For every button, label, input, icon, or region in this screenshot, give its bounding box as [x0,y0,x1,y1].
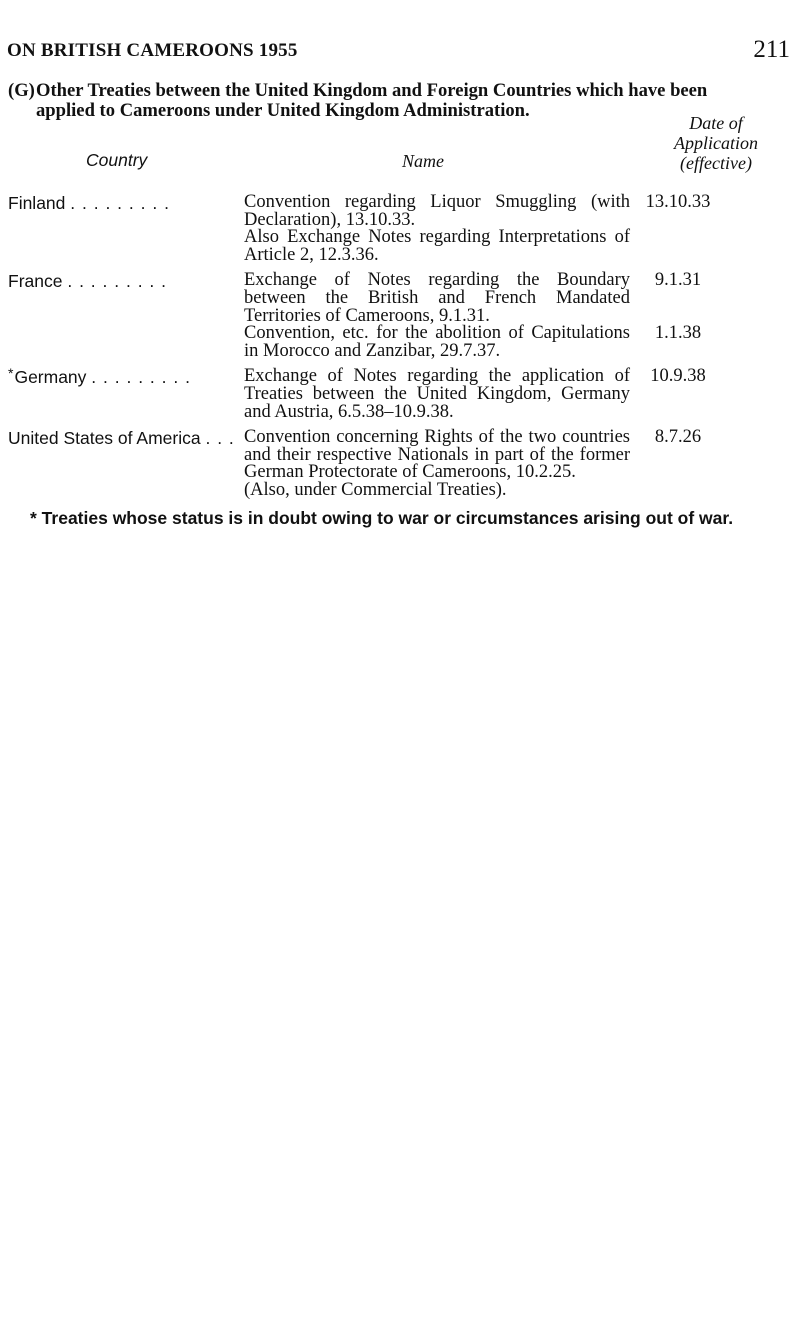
table-row [8,194,788,264]
running-head-title: ON BRITISH CAMEROONS 1955 [7,40,298,61]
treaty-entry [8,194,788,229]
dot-leader: . . . . . . . . . [91,367,191,388]
dot-leader: . . . [205,428,235,449]
column-header-date-line3: (effective) [680,153,752,173]
treaty-entry [8,272,788,325]
dot-leader: . . . . . . . . . [67,271,167,292]
footnote-marker: * [8,365,14,382]
application-date: 1.1.38 [654,323,702,344]
country-name: France [8,271,63,292]
treaty-name: Exchange of Notes regarding the application of Treaties between the United Kingdom, Germany and Austria, 6.5.38–10.9.38. [244,366,630,422]
application-date: 10.9.38 [650,366,706,387]
dot-leader: . . . . . . . . . [70,193,170,213]
column-header-country: Country [86,150,148,170]
table-row [8,429,788,501]
treaty-name: Convention regarding Liquor Smuggling (with Declaration), 13.10.33. [244,192,630,230]
treaty-entry [8,368,788,421]
treaty-entry [8,429,788,482]
section-heading-line1: Other Treaties between the United Kingdom and Foreign Countries which have been [36,80,708,101]
column-header-date-line1: Date of [689,113,743,133]
table-row [8,272,788,360]
treaty-name: Exchange of Notes regarding the Boundary between the British and French Mandated Territories of Cameroons, 9.1.31. [244,270,630,326]
treaty-name: Convention concerning Rights of the two countries and their respective Nationals in part of the former German Protectorate of Cameroons, 10.2.25. [244,427,630,483]
application-date: 8.7.26 [654,427,702,448]
treaty-entry [8,479,788,501]
column-header-name: Name [402,151,444,171]
country-name: Finland [8,193,66,213]
application-date: 13.10.33 [645,192,711,212]
running-head [7,36,790,66]
application-date: 9.1.31 [654,270,702,291]
column-header-date [646,113,786,173]
table-row [8,365,788,422]
section-heading-line2: applied to Cameroons under United Kingdom Administration. [36,100,530,121]
treaty-name: (Also, under Commercial Treaties). [244,479,507,500]
treaty-table [8,194,788,501]
page-number: 211 [753,36,790,63]
treaty-name: Convention, etc. for the abolition of Capitulations in Morocco and Zanzibar, 29.7.37. [244,323,630,361]
treaty-entry [8,325,788,360]
footnote: * Treaties whose status is in doubt owing to war or circumstances arising out of war. [30,508,734,528]
treaty-entry [8,229,788,264]
treaty-name: Also Exchange Notes regarding Interpretations of Article 2, 12.3.36. [244,227,630,265]
column-header-date-line2: Application [674,133,758,153]
country-name: United States of America [8,428,201,449]
section-label: (G) [8,80,35,101]
country-name: Germany [14,367,87,388]
